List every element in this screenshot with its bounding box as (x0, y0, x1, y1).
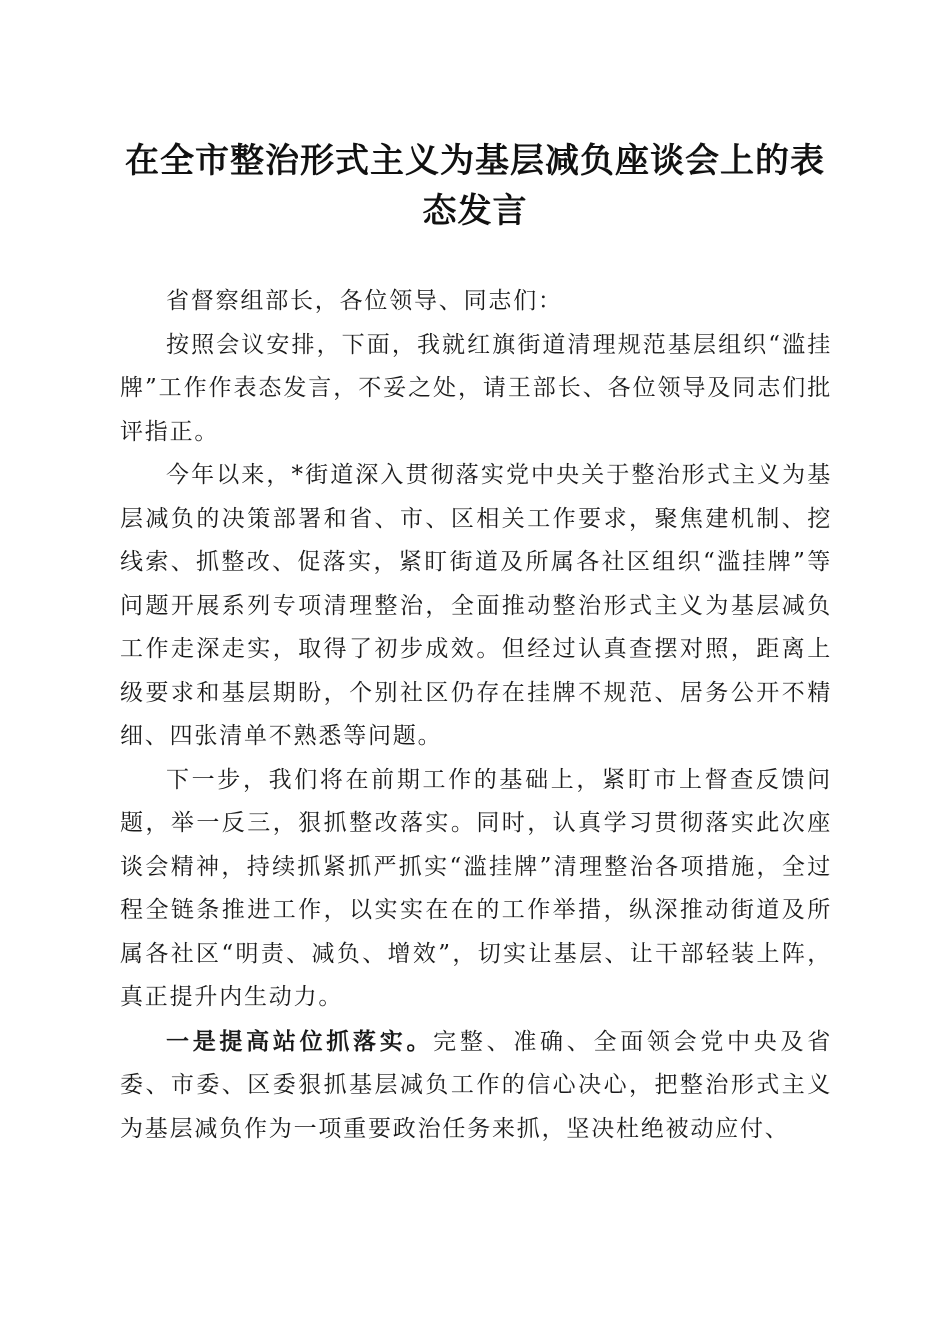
point-one-text: 完整、准确、全面领会党中央及省委、市委、区委狠抓基层减负工作的信心决心，把整治形式主义为基层减负作为一项重要政治任务来抓，坚决杜绝被动应付、 (120, 1028, 833, 1142)
paragraph-point-one (120, 1020, 832, 1152)
document-body (120, 280, 832, 1151)
paragraph-intro: 按照会议安排，下面，我就红旗街道清理规范基层组织“滥挂牌”工作作表态发言，不妥之处，请王部长、各位领导及同志们批评指正。 (120, 331, 832, 445)
salutation: 省督察组部长，各位领导、同志们： (166, 288, 563, 314)
paragraph-next-steps: 下一步，我们将在前期工作的基础上，紧盯市上督查反馈问题，举一反三，狠抓整改落实。同时，认真学习贯彻落实此次座谈会精神，持续抓紧抓严抓实“滥挂牌”清理整治各项措施，全过程全链条推进工作，以实实在在的工作举措，纵深推动街道及所属各社区“明责、减负、增效”，切实让基层、让干部轻装上阵，真正提升内生动力。 (120, 766, 832, 1010)
paragraph-progress: 今年以来，*街道深入贯彻落实党中央关于整治形式主义为基层减负的决策部署和省、市、区相关工作要求，聚焦建机制、挖线索、抓整改、促落实，紧盯街道及所属各社区组织“滥挂牌”等问题开展系列专项清理整治，全面推动整治形式主义为基层减负工作走深走实，取得了初步成效。但经过认真查摆对照，距离上级要求和基层期盼，个别社区仍存在挂牌不规范、居务公开不精细、四张清单不熟悉等问题。 (120, 462, 832, 749)
point-one-lead: 一是提高站位抓落实。 (166, 1027, 434, 1055)
document-title: 在全市整治形式主义为基层减负座谈会上的表态发言 (125, 141, 825, 231)
